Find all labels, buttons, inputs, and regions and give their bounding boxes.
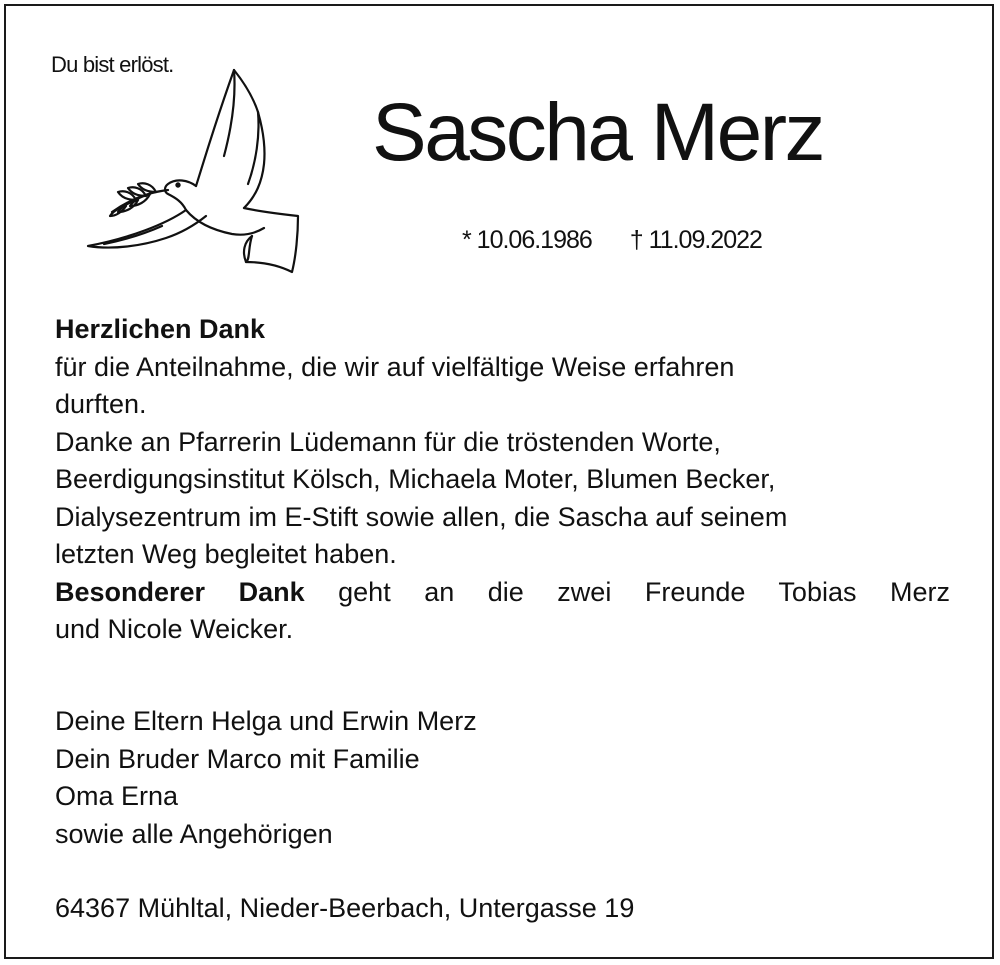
- thanks-line: Dialysezentrum im E-Stift sowie allen, die Sascha auf seinem: [55, 501, 788, 532]
- dove-with-olive-branch-icon: [84, 66, 306, 280]
- deceased-name: Sascha Merz: [372, 87, 824, 178]
- thanks-line: Danke an Pfarrerin Lüdemann für die tröstenden Worte,: [55, 426, 721, 457]
- thanks-line: Beerdigungsinstitut Kölsch, Michaela Moter, Blumen Becker,: [55, 464, 776, 494]
- life-dates: [462, 226, 762, 255]
- signature-line: Oma Erna: [55, 781, 179, 811]
- birth-date: * 10.06.1986: [462, 226, 592, 254]
- address: 64367 Mühltal, Nieder-Beerbach, Untergasse 19: [55, 893, 635, 923]
- thanks-text: [55, 311, 950, 649]
- thanks-heading: Herzlichen Dank: [55, 314, 266, 344]
- special-thanks-bold: Besonderer Dank: [55, 576, 305, 607]
- motto: Du bist erlöst.: [51, 52, 174, 77]
- thanks-line: für die Anteilnahme, die wir auf vielfältige Weise erfahren: [55, 351, 735, 382]
- special-thanks-line: [55, 574, 950, 612]
- signature-line: sowie alle Angehörigen: [55, 818, 333, 849]
- signature-line: Dein Bruder Marco mit Familie: [55, 743, 420, 774]
- signature-line: Deine Eltern Helga und Erwin Merz: [55, 706, 477, 736]
- special-thanks-text: geht an die zwei Freunde Tobias Merz: [338, 576, 950, 607]
- signatures: [55, 703, 477, 853]
- thanks-line: und Nicole Weicker.: [55, 614, 294, 644]
- thanks-line: letzten Weg begleitet haben.: [55, 539, 397, 569]
- death-date: † 11.09.2022: [629, 226, 762, 254]
- thanks-line: durften.: [55, 389, 147, 419]
